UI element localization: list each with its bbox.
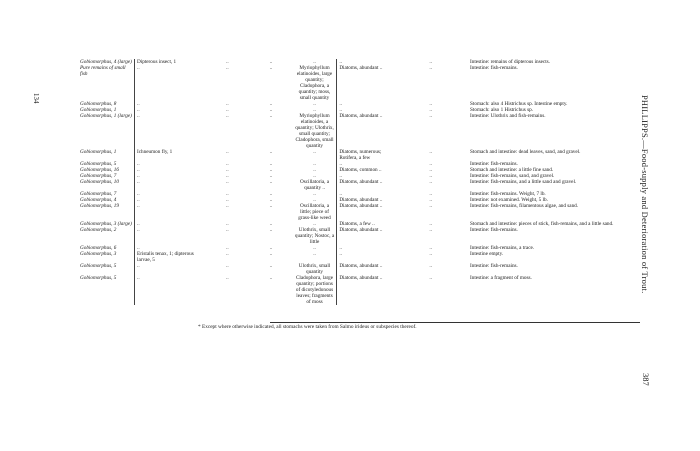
table-cell: .. (269, 275, 273, 281)
table-cell: .. (313, 149, 316, 155)
table-cell: .. (429, 173, 432, 179)
table-cell: Intestine: fish-remains, filamentous algae, and sand. (470, 203, 579, 209)
table-cell: Ulothrix, small quantity (298, 263, 331, 275)
table-cell: .. (269, 65, 273, 71)
table-cell: .. (226, 191, 229, 197)
table-cell: .. (226, 161, 229, 167)
table-cell: .. (269, 113, 273, 119)
table-row (78, 263, 618, 275)
table-cell: .. (135, 275, 206, 305)
table-cell: Diatoms, common .. (337, 167, 394, 173)
table-cell: .. (226, 173, 229, 179)
table-cell: .. (269, 149, 273, 155)
table-cell: .. (226, 167, 229, 173)
table-cell: .. (269, 245, 273, 251)
table-cell: .. (135, 101, 206, 107)
table-cell: Intestine: remains of dipterous insects. (470, 59, 550, 65)
table-cell: Dipterous insect, 1 (135, 59, 206, 65)
table-cell: .. (226, 179, 229, 185)
footnote-rule (270, 322, 640, 323)
table-cell: .. (269, 263, 273, 269)
table-cell: Gobiomorphus, 3 (80, 251, 117, 257)
table-cell: .. (135, 167, 206, 173)
table-cell: .. (269, 167, 273, 173)
table-cell: .. (337, 251, 394, 263)
table-cell: Intestine: a fragment of moss. (470, 275, 532, 281)
table-cell: .. (337, 191, 394, 197)
table-cell: .. (429, 245, 432, 251)
table-cell: .. (313, 107, 316, 113)
running-header: PHILLIPPS.—Food-supply and Deterioration of Trout. (640, 95, 650, 294)
table-cell: Stomach and intestine: a little fine sand. (470, 167, 554, 173)
table-cell: .. (337, 173, 394, 179)
table-cell: .. (337, 161, 394, 167)
table-cell: .. (313, 59, 316, 65)
table-cell: .. (135, 173, 206, 179)
table-cell: .. (429, 59, 432, 65)
table-row (78, 179, 618, 191)
footnote: * Except where otherwise indicated, all stomachs were taken from Salmo irideus or subspecies thereof. (198, 324, 417, 330)
table-cell: .. (135, 161, 206, 167)
table-cell: .. (135, 65, 206, 101)
page-number-left: 134 (32, 93, 40, 104)
table-row (78, 113, 618, 149)
table-row (78, 251, 618, 263)
table-cell: Intestine: fish-remains. (470, 263, 518, 269)
table-cell: Gobiomorphus, 6 (80, 245, 117, 251)
table-cell: Gobiomorphus, 2 (80, 227, 117, 233)
table-cell: .. (226, 197, 229, 203)
table-cell: Gobiomorphus, 19 (80, 203, 119, 209)
table-cell: Gobiomorphus, 10 (80, 179, 119, 185)
table-cell: .. (269, 251, 273, 257)
table-cell: Cladophora, large quantity; portions of dicotyledonous leaves; fragments of moss (295, 275, 334, 305)
table-cell: .. (313, 173, 316, 179)
table-cell: Diatoms, abundant .. (337, 275, 394, 305)
table-cell: Diatoms, abundant .. (337, 113, 394, 149)
table-cell: Intestine: not examined. Weight, 5 lb. (470, 197, 548, 203)
table-cell: .. (135, 107, 206, 113)
table-row (78, 149, 618, 161)
table-row (78, 203, 618, 221)
table-cell: .. (269, 107, 273, 113)
table-cell: .. (226, 275, 229, 281)
table-cell: .. (429, 221, 432, 227)
table-cell: .. (269, 173, 273, 179)
table-cell: .. (313, 251, 316, 257)
table-cell: .. (269, 227, 273, 233)
table-cell: Oscillatoria, a quantity .. (299, 179, 330, 191)
table-cell: Diatoms, abundant .. (337, 197, 394, 203)
table-cell: Pure remains of small fish (80, 65, 126, 77)
table-cell: .. (429, 167, 432, 173)
table-cell: .. (226, 107, 229, 113)
table-cell: .. (313, 221, 316, 227)
table-cell: .. (429, 203, 432, 209)
table-cell: .. (429, 227, 432, 233)
table-cell: Intestine: Ulothrix and fish-remains. (470, 113, 546, 119)
table-cell: Intestine: fish-remains. (470, 65, 518, 71)
table-cell: .. (269, 101, 273, 107)
table-cell: .. (429, 263, 432, 269)
table-cell: Gobiomorphus, 4 (large) (80, 59, 132, 65)
table-cell: .. (135, 179, 206, 191)
page-number-right: 387 (641, 373, 651, 386)
table-cell: Stomach: also 1 Histrichus sp. (470, 107, 533, 113)
table-cell: Intestine: fish-remains, a trace. (470, 245, 535, 251)
table-row (78, 227, 618, 245)
table-cell: .. (226, 149, 229, 155)
table-cell: .. (226, 101, 229, 107)
table-cell: .. (135, 197, 206, 203)
table-cell: .. (269, 197, 273, 203)
table-cell: .. (269, 221, 273, 227)
table-cell: .. (226, 227, 229, 233)
table-cell: .. (269, 179, 273, 185)
table-cell: .. (226, 113, 229, 119)
table-cell: Stomach and intestine: dead leaves, sand, and gravel. (470, 149, 581, 155)
table-cell: .. (337, 245, 394, 251)
table-cell: .. (226, 65, 229, 71)
table-cell: Myriophyllum elatinoides, large quantity; Cladophora, a quantity; moss, small quantity (296, 65, 333, 101)
table-cell: Diatoms, abundant .. (337, 203, 394, 221)
table-cell: Diatoms, abundant .. (337, 65, 394, 101)
table-cell: Gobiomorphus, 5 (80, 161, 117, 167)
table-cell: Intestine empty. (470, 251, 504, 257)
table-cell: .. (269, 203, 273, 209)
table-cell: .. (429, 149, 432, 155)
table-cell: .. (135, 113, 206, 149)
table-cell: Gobiomorphus, 5 (80, 263, 117, 269)
table-cell: .. (135, 245, 206, 251)
table-cell: Intestine: fish-remains. (470, 161, 518, 167)
table-cell: Gobiomorphus, 16 (80, 167, 119, 173)
table-cell: Diatoms, abundant .. (337, 227, 394, 245)
table-cell: .. (429, 275, 432, 281)
table-cell: Diatoms, abundant .. (337, 179, 394, 191)
table-cell: Oscillatoria, a little; piece of grass-like weed (298, 203, 331, 221)
table-cell: Intestine: fish-remains, sand, and gravel. (470, 173, 555, 179)
table-cell: .. (429, 197, 432, 203)
table-cell: .. (429, 101, 432, 107)
table-cell: .. (313, 167, 316, 173)
table-cell: .. (135, 221, 206, 227)
table-cell: Stomach: also 4 Histrichus sp. Intestine empty. (470, 101, 568, 107)
table-cell: .. (313, 245, 316, 251)
table-cell: Diatoms, numerous; Rotifera, a few (337, 149, 394, 161)
table-cell: .. (135, 191, 206, 197)
table-row (78, 275, 618, 305)
table-cell: .. (269, 191, 273, 197)
table-cell: .. (337, 101, 394, 107)
table-cell: Gobiomorphus, 7 (80, 173, 117, 179)
table-cell: .. (429, 65, 432, 71)
table-cell: .. (337, 107, 394, 113)
table-cell: .. (429, 179, 432, 185)
table-row (78, 65, 618, 101)
table-cell: .. (269, 59, 273, 65)
table-cell: .. (226, 251, 229, 257)
table-cell: Gobiomorphus, 1 (large) (80, 113, 132, 119)
table-cell: Gobiomorphus, 7 (80, 191, 117, 197)
table-cell: Intestine: fish-remains, and a little sand and gravel. (470, 179, 577, 185)
table-cell: Myriophyllum elatinoides, a quantity; Ulothrix, small quantity; Cladophora, small quantity (295, 113, 334, 149)
table-cell: .. (337, 59, 394, 65)
table-cell: Intestine: fish-remains. Weight, 7 lb. (470, 191, 546, 197)
table-cell: .. (313, 101, 316, 107)
table-cell: Stomach and intestine: pieces of stick, fish-remains, and a little sand. (470, 221, 614, 227)
table-cell: Gobiomorphus, 3 (large) (80, 221, 132, 227)
table-cell: .. (429, 191, 432, 197)
table-cell: .. (429, 107, 432, 113)
stomach-contents-table (78, 59, 618, 305)
table-cell: Diatoms, a few .. (337, 221, 394, 227)
table-cell: .. (226, 263, 229, 269)
table-cell: .. (135, 227, 206, 245)
table-cell: Ichneumon fly, 1 (135, 149, 206, 161)
table-cell: Ulothrix, small quantity; Nostoc, a little (294, 227, 335, 245)
table-cell: .. (135, 263, 206, 275)
table-cell: .. (313, 197, 316, 203)
table-cell: .. (226, 203, 229, 209)
table-cell: .. (226, 245, 229, 251)
table-cell: .. (135, 203, 206, 221)
table-cell: Eristalis tenax, 1; dipterous larvae, 5 (135, 251, 206, 263)
table-cell: .. (226, 221, 229, 227)
table-cell: .. (429, 251, 432, 257)
table-cell: Gobiomorphus, 1 (80, 149, 117, 155)
table-cell: .. (429, 113, 432, 119)
table-cell: .. (269, 161, 273, 167)
table-cell: Diatoms, abundant .. (337, 263, 394, 275)
table-cell: Gobiomorphus, 4 (80, 197, 117, 203)
table-cell: Gobiomorphus, 5 (80, 275, 117, 281)
table-cell: Gobiomorphus, 1 (80, 107, 117, 113)
table-cell: .. (313, 191, 316, 197)
table-cell: Gobiomorphus, 8 (80, 101, 117, 107)
table-cell: .. (226, 59, 229, 65)
table-cell: .. (429, 161, 432, 167)
table-cell: .. (313, 161, 316, 167)
table-cell: Intestine: fish-remains. (470, 227, 518, 233)
